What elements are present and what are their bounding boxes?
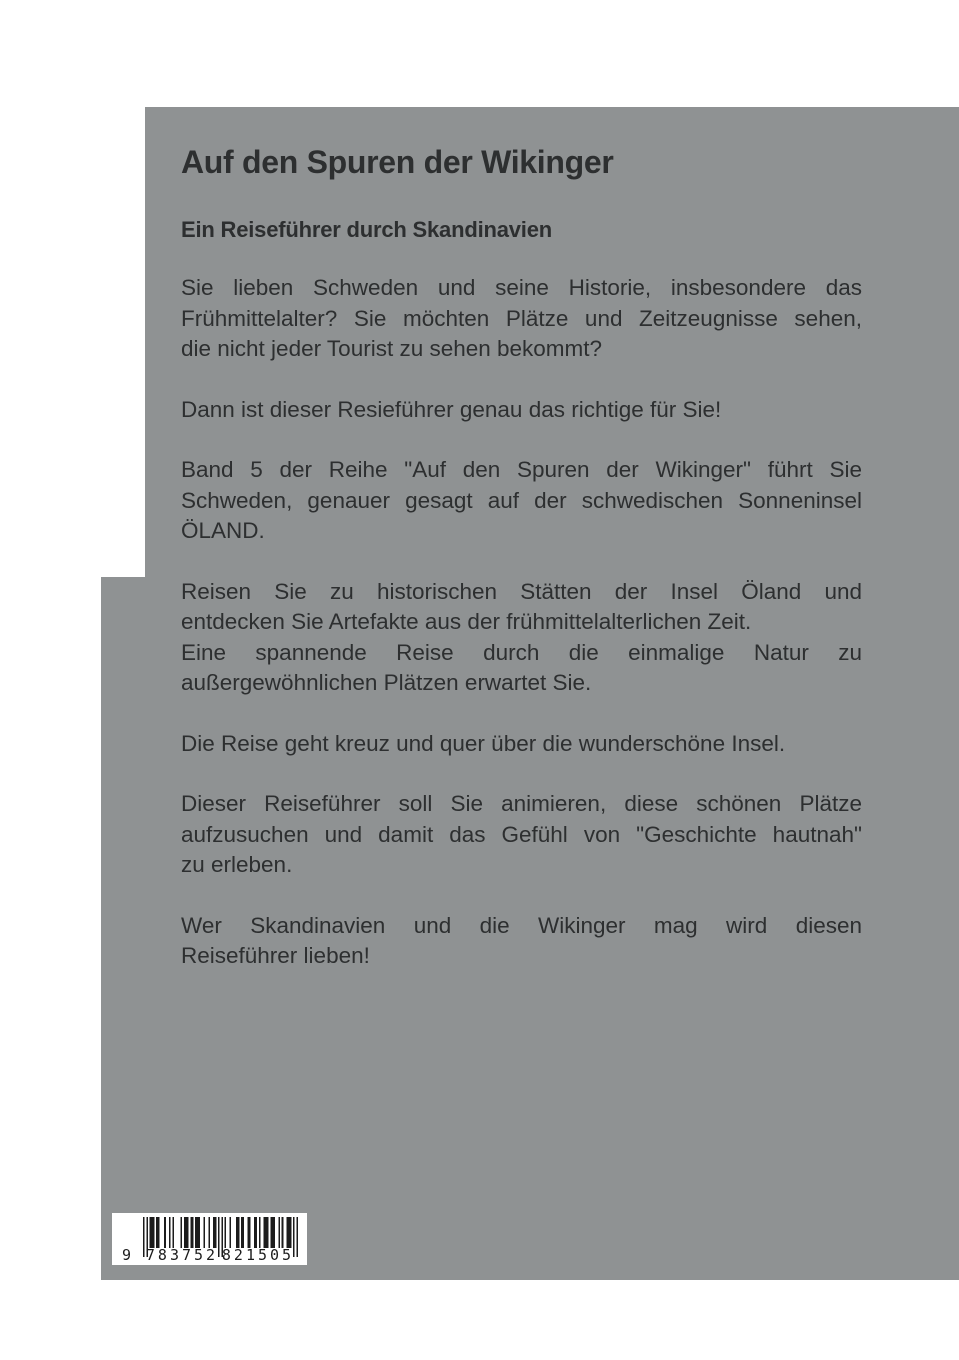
- body-line: Band 5 der Reihe "Auf den Spuren der Wikinger" führt Sie: [181, 457, 862, 482]
- paragraph: [181, 273, 862, 365]
- paragraph: [181, 455, 862, 547]
- paragraph: [181, 395, 862, 426]
- book-title: Auf den Spuren der Wikinger: [181, 144, 614, 180]
- barcode-svg: [112, 1213, 307, 1265]
- barcode-label: [112, 1213, 307, 1265]
- body-line: außergewöhnlichen Plätzen erwartet Sie.: [181, 670, 592, 695]
- paragraph: [181, 577, 862, 699]
- paragraph: [181, 789, 862, 881]
- barcode-digit-prefix: 9: [121, 1246, 135, 1264]
- body-line: entdecken Sie Artefakte aus der frühmittelalterlichen Zeit.: [181, 609, 752, 634]
- body-line: zu erleben.: [181, 852, 293, 877]
- book-subtitle: Ein Reiseführer durch Skandinavien: [181, 217, 552, 242]
- body-paragraphs: [181, 273, 862, 972]
- body-line: Wer Skandinavien und die Wikinger mag wird diesen: [181, 912, 862, 938]
- body-line: die nicht jeder Tourist zu sehen bekommt?: [181, 336, 603, 361]
- cover-text-block: [181, 143, 862, 972]
- body-line: Frühmittelalter? Sie möchten Plätze und Zeitzeugnisse sehen,: [181, 305, 862, 331]
- body-line: Schweden, genauer gesagt auf der schwedischen Sonneninsel: [181, 487, 862, 513]
- body-line: aufzusuchen und damit das Gefühl von "Geschichte hautnah": [181, 821, 862, 847]
- body-line: Sie lieben Schweden und seine Historie, insbesondere das: [181, 275, 862, 300]
- barcode-digits-left: 783752: [145, 1246, 219, 1264]
- paragraph: [181, 911, 862, 972]
- body-line: ÖLAND.: [181, 518, 265, 543]
- barcode-digits-right: 821505: [221, 1246, 295, 1264]
- paragraph: [181, 729, 862, 760]
- body-line: Dieser Reiseführer soll Sie animieren, diese schönen Plätze: [181, 791, 862, 816]
- body-line: Die Reise geht kreuz und quer über die wunderschöne Insel.: [181, 730, 786, 756]
- body-line: Reisen Sie zu historischen Stätten der Insel Öland und: [181, 578, 862, 604]
- body-line: Reiseführer lieben!: [181, 943, 370, 968]
- body-line: Dann ist dieser Resieführer genau das richtige für Sie!: [181, 396, 722, 422]
- body-line: Eine spannende Reise durch die einmalige Natur zu: [181, 639, 862, 665]
